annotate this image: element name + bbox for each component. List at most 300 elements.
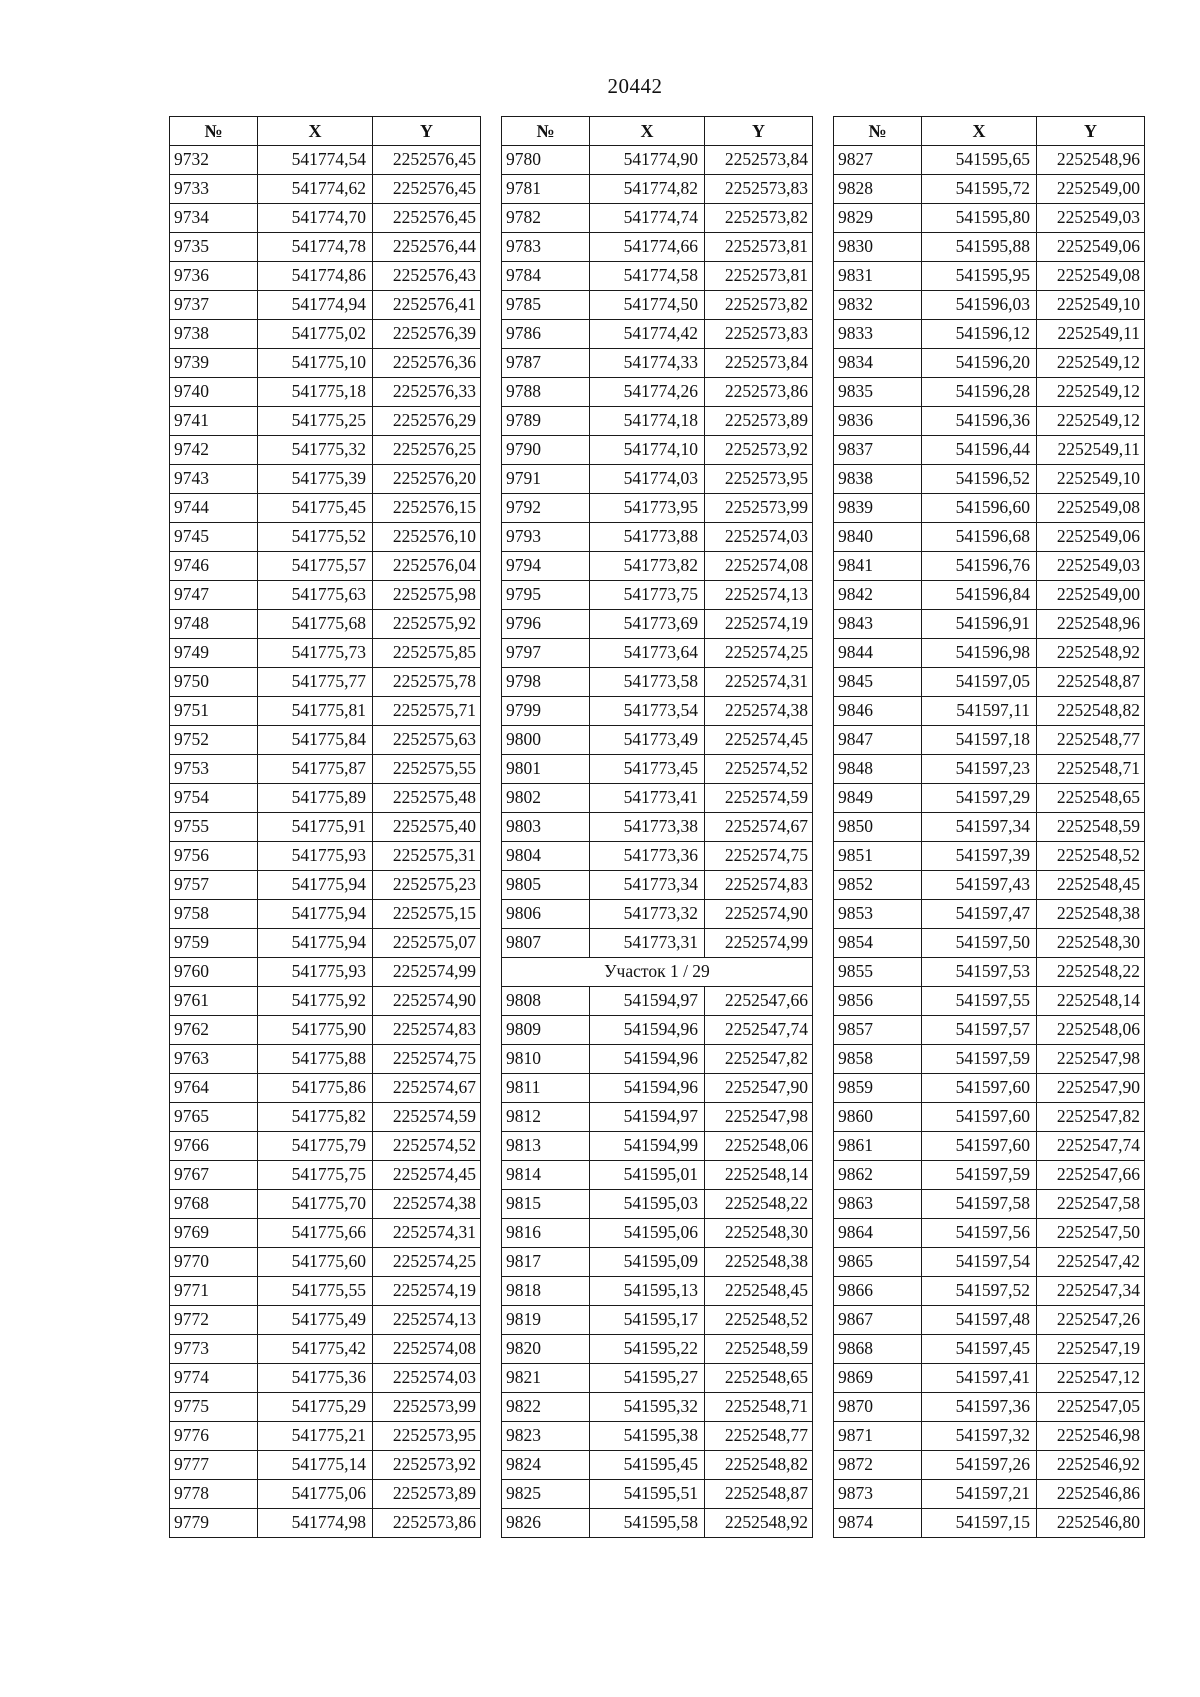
table-row bbox=[502, 1306, 813, 1335]
x-coordinate-cell: 541596,68 bbox=[922, 523, 1037, 552]
x-coordinate-cell: 541595,17 bbox=[590, 1306, 705, 1335]
table-row bbox=[834, 320, 1145, 349]
table-row bbox=[502, 1103, 813, 1132]
table-row bbox=[834, 929, 1145, 958]
x-coordinate-cell: 541773,45 bbox=[590, 755, 705, 784]
table-row bbox=[834, 842, 1145, 871]
x-coordinate-cell: 541595,72 bbox=[922, 175, 1037, 204]
y-coordinate-cell: 2252573,95 bbox=[705, 465, 813, 494]
y-coordinate-cell: 2252576,45 bbox=[373, 175, 481, 204]
y-coordinate-cell: 2252549,06 bbox=[1037, 233, 1145, 262]
y-coordinate-cell: 2252548,92 bbox=[1037, 639, 1145, 668]
y-coordinate-cell: 2252576,45 bbox=[373, 146, 481, 175]
x-coordinate-cell: 541595,32 bbox=[590, 1393, 705, 1422]
point-number-cell: 9794 bbox=[502, 552, 590, 581]
x-coordinate-cell: 541775,89 bbox=[258, 784, 373, 813]
x-coordinate-cell: 541595,45 bbox=[590, 1451, 705, 1480]
point-number-cell: 9758 bbox=[170, 900, 258, 929]
point-number-cell: 9745 bbox=[170, 523, 258, 552]
table-row bbox=[502, 1074, 813, 1103]
point-number-cell: 9770 bbox=[170, 1248, 258, 1277]
x-coordinate-cell: 541774,78 bbox=[258, 233, 373, 262]
point-number-cell: 9742 bbox=[170, 436, 258, 465]
table-row bbox=[502, 697, 813, 726]
table-row bbox=[170, 1277, 481, 1306]
point-number-cell: 9774 bbox=[170, 1364, 258, 1393]
table-row bbox=[834, 958, 1145, 987]
column-header-number: № bbox=[170, 117, 258, 146]
x-coordinate-cell: 541597,18 bbox=[922, 726, 1037, 755]
y-coordinate-cell: 2252575,92 bbox=[373, 610, 481, 639]
table-row bbox=[834, 1016, 1145, 1045]
y-coordinate-cell: 2252573,82 bbox=[705, 291, 813, 320]
table-row bbox=[170, 291, 481, 320]
table-row bbox=[170, 175, 481, 204]
x-coordinate-cell: 541595,95 bbox=[922, 262, 1037, 291]
x-coordinate-cell: 541773,69 bbox=[590, 610, 705, 639]
coordinates-table-3 bbox=[833, 116, 1145, 1538]
y-coordinate-cell: 2252575,07 bbox=[373, 929, 481, 958]
x-coordinate-cell: 541775,84 bbox=[258, 726, 373, 755]
column-header-y: Y bbox=[1037, 117, 1145, 146]
table-row bbox=[834, 639, 1145, 668]
y-coordinate-cell: 2252575,55 bbox=[373, 755, 481, 784]
x-coordinate-cell: 541595,22 bbox=[590, 1335, 705, 1364]
table-row bbox=[834, 262, 1145, 291]
x-coordinate-cell: 541596,20 bbox=[922, 349, 1037, 378]
y-coordinate-cell: 2252548,65 bbox=[1037, 784, 1145, 813]
x-coordinate-cell: 541775,32 bbox=[258, 436, 373, 465]
point-number-cell: 9797 bbox=[502, 639, 590, 668]
point-number-cell: 9790 bbox=[502, 436, 590, 465]
x-coordinate-cell: 541775,49 bbox=[258, 1306, 373, 1335]
point-number-cell: 9737 bbox=[170, 291, 258, 320]
y-coordinate-cell: 2252574,38 bbox=[373, 1190, 481, 1219]
x-coordinate-cell: 541597,55 bbox=[922, 987, 1037, 1016]
point-number-cell: 9848 bbox=[834, 755, 922, 784]
y-coordinate-cell: 2252574,90 bbox=[373, 987, 481, 1016]
x-coordinate-cell: 541775,79 bbox=[258, 1132, 373, 1161]
point-number-cell: 9798 bbox=[502, 668, 590, 697]
table-row bbox=[502, 668, 813, 697]
table-row bbox=[834, 581, 1145, 610]
point-number-cell: 9821 bbox=[502, 1364, 590, 1393]
point-number-cell: 9845 bbox=[834, 668, 922, 697]
x-coordinate-cell: 541775,94 bbox=[258, 900, 373, 929]
x-coordinate-cell: 541597,05 bbox=[922, 668, 1037, 697]
point-number-cell: 9841 bbox=[834, 552, 922, 581]
y-coordinate-cell: 2252573,92 bbox=[705, 436, 813, 465]
point-number-cell: 9813 bbox=[502, 1132, 590, 1161]
x-coordinate-cell: 541773,64 bbox=[590, 639, 705, 668]
y-coordinate-cell: 2252576,33 bbox=[373, 378, 481, 407]
table-row bbox=[834, 610, 1145, 639]
x-coordinate-cell: 541775,39 bbox=[258, 465, 373, 494]
table-row bbox=[502, 465, 813, 494]
point-number-cell: 9822 bbox=[502, 1393, 590, 1422]
x-coordinate-cell: 541773,32 bbox=[590, 900, 705, 929]
table-row bbox=[502, 929, 813, 958]
point-number-cell: 9834 bbox=[834, 349, 922, 378]
x-coordinate-cell: 541774,42 bbox=[590, 320, 705, 349]
y-coordinate-cell: 2252574,90 bbox=[705, 900, 813, 929]
y-coordinate-cell: 2252546,86 bbox=[1037, 1480, 1145, 1509]
table-row bbox=[834, 378, 1145, 407]
y-coordinate-cell: 2252548,52 bbox=[705, 1306, 813, 1335]
table-row bbox=[170, 1074, 481, 1103]
point-number-cell: 9802 bbox=[502, 784, 590, 813]
x-coordinate-cell: 541595,58 bbox=[590, 1509, 705, 1538]
table-row bbox=[170, 668, 481, 697]
table-row bbox=[834, 1393, 1145, 1422]
table-row bbox=[502, 813, 813, 842]
y-coordinate-cell: 2252547,05 bbox=[1037, 1393, 1145, 1422]
x-coordinate-cell: 541597,47 bbox=[922, 900, 1037, 929]
point-number-cell: 9828 bbox=[834, 175, 922, 204]
y-coordinate-cell: 2252548,71 bbox=[1037, 755, 1145, 784]
x-coordinate-cell: 541774,10 bbox=[590, 436, 705, 465]
y-coordinate-cell: 2252549,12 bbox=[1037, 407, 1145, 436]
y-coordinate-cell: 2252573,86 bbox=[373, 1509, 481, 1538]
y-coordinate-cell: 2252548,30 bbox=[705, 1219, 813, 1248]
y-coordinate-cell: 2252573,82 bbox=[705, 204, 813, 233]
point-number-cell: 9836 bbox=[834, 407, 922, 436]
y-coordinate-cell: 2252547,90 bbox=[1037, 1074, 1145, 1103]
point-number-cell: 9733 bbox=[170, 175, 258, 204]
y-coordinate-cell: 2252548,77 bbox=[705, 1422, 813, 1451]
x-coordinate-cell: 541597,43 bbox=[922, 871, 1037, 900]
point-number-cell: 9867 bbox=[834, 1306, 922, 1335]
point-number-cell: 9784 bbox=[502, 262, 590, 291]
y-coordinate-cell: 2252547,34 bbox=[1037, 1277, 1145, 1306]
table-row bbox=[834, 987, 1145, 1016]
point-number-cell: 9780 bbox=[502, 146, 590, 175]
point-number-cell: 9753 bbox=[170, 755, 258, 784]
x-coordinate-cell: 541775,73 bbox=[258, 639, 373, 668]
y-coordinate-cell: 2252548,22 bbox=[705, 1190, 813, 1219]
y-coordinate-cell: 2252549,03 bbox=[1037, 204, 1145, 233]
table-row bbox=[502, 378, 813, 407]
point-number-cell: 9741 bbox=[170, 407, 258, 436]
x-coordinate-cell: 541774,33 bbox=[590, 349, 705, 378]
point-number-cell: 9732 bbox=[170, 146, 258, 175]
point-number-cell: 9860 bbox=[834, 1103, 922, 1132]
table-row bbox=[170, 320, 481, 349]
x-coordinate-cell: 541774,66 bbox=[590, 233, 705, 262]
point-number-cell: 9765 bbox=[170, 1103, 258, 1132]
x-coordinate-cell: 541597,48 bbox=[922, 1306, 1037, 1335]
point-number-cell: 9776 bbox=[170, 1422, 258, 1451]
y-coordinate-cell: 2252549,08 bbox=[1037, 494, 1145, 523]
point-number-cell: 9800 bbox=[502, 726, 590, 755]
point-number-cell: 9760 bbox=[170, 958, 258, 987]
x-coordinate-cell: 541596,98 bbox=[922, 639, 1037, 668]
table-row bbox=[502, 1335, 813, 1364]
point-number-cell: 9864 bbox=[834, 1219, 922, 1248]
table-row bbox=[502, 175, 813, 204]
table-row bbox=[834, 1132, 1145, 1161]
x-coordinate-cell: 541595,03 bbox=[590, 1190, 705, 1219]
point-number-cell: 9761 bbox=[170, 987, 258, 1016]
column-header-y: Y bbox=[373, 117, 481, 146]
table-row bbox=[834, 1422, 1145, 1451]
table-row bbox=[834, 755, 1145, 784]
point-number-cell: 9831 bbox=[834, 262, 922, 291]
table-row bbox=[502, 233, 813, 262]
x-coordinate-cell: 541774,50 bbox=[590, 291, 705, 320]
table-row bbox=[502, 726, 813, 755]
y-coordinate-cell: 2252575,15 bbox=[373, 900, 481, 929]
x-coordinate-cell: 541773,36 bbox=[590, 842, 705, 871]
y-coordinate-cell: 2252548,92 bbox=[705, 1509, 813, 1538]
point-number-cell: 9870 bbox=[834, 1393, 922, 1422]
table-row bbox=[502, 842, 813, 871]
table-row bbox=[834, 1509, 1145, 1538]
table-row bbox=[502, 291, 813, 320]
column-header-number: № bbox=[502, 117, 590, 146]
x-coordinate-cell: 541596,44 bbox=[922, 436, 1037, 465]
table-row bbox=[502, 610, 813, 639]
table-row bbox=[834, 1219, 1145, 1248]
table-row bbox=[170, 581, 481, 610]
y-coordinate-cell: 2252574,38 bbox=[705, 697, 813, 726]
table-row bbox=[170, 378, 481, 407]
table-row bbox=[502, 320, 813, 349]
coordinates-table-2 bbox=[501, 116, 813, 1538]
x-coordinate-cell: 541775,93 bbox=[258, 842, 373, 871]
x-coordinate-cell: 541774,94 bbox=[258, 291, 373, 320]
y-coordinate-cell: 2252576,44 bbox=[373, 233, 481, 262]
x-coordinate-cell: 541597,59 bbox=[922, 1045, 1037, 1074]
point-number-cell: 9855 bbox=[834, 958, 922, 987]
y-coordinate-cell: 2252547,26 bbox=[1037, 1306, 1145, 1335]
point-number-cell: 9766 bbox=[170, 1132, 258, 1161]
x-coordinate-cell: 541597,60 bbox=[922, 1074, 1037, 1103]
point-number-cell: 9871 bbox=[834, 1422, 922, 1451]
table-row bbox=[170, 1509, 481, 1538]
table-row bbox=[170, 436, 481, 465]
y-coordinate-cell: 2252575,48 bbox=[373, 784, 481, 813]
point-number-cell: 9863 bbox=[834, 1190, 922, 1219]
point-number-cell: 9801 bbox=[502, 755, 590, 784]
y-coordinate-cell: 2252548,52 bbox=[1037, 842, 1145, 871]
x-coordinate-cell: 541774,26 bbox=[590, 378, 705, 407]
y-coordinate-cell: 2252546,80 bbox=[1037, 1509, 1145, 1538]
y-coordinate-cell: 2252573,92 bbox=[373, 1451, 481, 1480]
table-row bbox=[834, 1451, 1145, 1480]
y-coordinate-cell: 2252548,22 bbox=[1037, 958, 1145, 987]
x-coordinate-cell: 541774,62 bbox=[258, 175, 373, 204]
table-row bbox=[502, 1393, 813, 1422]
table-row bbox=[502, 755, 813, 784]
table-row bbox=[502, 146, 813, 175]
y-coordinate-cell: 2252574,83 bbox=[373, 1016, 481, 1045]
y-coordinate-cell: 2252573,95 bbox=[373, 1422, 481, 1451]
table-row bbox=[170, 842, 481, 871]
point-number-cell: 9795 bbox=[502, 581, 590, 610]
table-row bbox=[502, 1277, 813, 1306]
y-coordinate-cell: 2252576,04 bbox=[373, 552, 481, 581]
point-number-cell: 9847 bbox=[834, 726, 922, 755]
y-coordinate-cell: 2252548,14 bbox=[1037, 987, 1145, 1016]
point-number-cell: 9846 bbox=[834, 697, 922, 726]
table-row bbox=[170, 1480, 481, 1509]
x-coordinate-cell: 541775,91 bbox=[258, 813, 373, 842]
table-row bbox=[170, 204, 481, 233]
table-row bbox=[502, 1045, 813, 1074]
x-coordinate-cell: 541775,90 bbox=[258, 1016, 373, 1045]
x-coordinate-cell: 541594,96 bbox=[590, 1016, 705, 1045]
point-number-cell: 9852 bbox=[834, 871, 922, 900]
y-coordinate-cell: 2252575,98 bbox=[373, 581, 481, 610]
table-row bbox=[502, 987, 813, 1016]
x-coordinate-cell: 541774,74 bbox=[590, 204, 705, 233]
table-row bbox=[502, 1016, 813, 1045]
point-number-cell: 9750 bbox=[170, 668, 258, 697]
y-coordinate-cell: 2252574,19 bbox=[373, 1277, 481, 1306]
y-coordinate-cell: 2252574,08 bbox=[373, 1335, 481, 1364]
y-coordinate-cell: 2252548,38 bbox=[1037, 900, 1145, 929]
y-coordinate-cell: 2252574,19 bbox=[705, 610, 813, 639]
x-coordinate-cell: 541595,27 bbox=[590, 1364, 705, 1393]
y-coordinate-cell: 2252576,45 bbox=[373, 204, 481, 233]
point-number-cell: 9829 bbox=[834, 204, 922, 233]
x-coordinate-cell: 541773,34 bbox=[590, 871, 705, 900]
x-coordinate-cell: 541596,12 bbox=[922, 320, 1037, 349]
x-coordinate-cell: 541597,53 bbox=[922, 958, 1037, 987]
point-number-cell: 9833 bbox=[834, 320, 922, 349]
y-coordinate-cell: 2252549,10 bbox=[1037, 465, 1145, 494]
y-coordinate-cell: 2252574,13 bbox=[373, 1306, 481, 1335]
column-header-x: X bbox=[922, 117, 1037, 146]
y-coordinate-cell: 2252546,98 bbox=[1037, 1422, 1145, 1451]
x-coordinate-cell: 541775,42 bbox=[258, 1335, 373, 1364]
y-coordinate-cell: 2252574,67 bbox=[705, 813, 813, 842]
y-coordinate-cell: 2252548,96 bbox=[1037, 146, 1145, 175]
x-coordinate-cell: 541597,11 bbox=[922, 697, 1037, 726]
y-coordinate-cell: 2252548,87 bbox=[1037, 668, 1145, 697]
point-number-cell: 9799 bbox=[502, 697, 590, 726]
x-coordinate-cell: 541775,86 bbox=[258, 1074, 373, 1103]
point-number-cell: 9873 bbox=[834, 1480, 922, 1509]
table-row bbox=[834, 552, 1145, 581]
x-coordinate-cell: 541775,68 bbox=[258, 610, 373, 639]
x-coordinate-cell: 541597,58 bbox=[922, 1190, 1037, 1219]
table-row bbox=[502, 1248, 813, 1277]
x-coordinate-cell: 541773,31 bbox=[590, 929, 705, 958]
y-coordinate-cell: 2252574,99 bbox=[373, 958, 481, 987]
x-coordinate-cell: 541773,88 bbox=[590, 523, 705, 552]
x-coordinate-cell: 541596,76 bbox=[922, 552, 1037, 581]
table-row bbox=[170, 1161, 481, 1190]
point-number-cell: 9757 bbox=[170, 871, 258, 900]
table-row bbox=[502, 1190, 813, 1219]
table-row bbox=[502, 552, 813, 581]
column-header-number: № bbox=[834, 117, 922, 146]
point-number-cell: 9739 bbox=[170, 349, 258, 378]
point-number-cell: 9830 bbox=[834, 233, 922, 262]
table-row bbox=[170, 349, 481, 378]
point-number-cell: 9789 bbox=[502, 407, 590, 436]
table-row bbox=[834, 1045, 1145, 1074]
y-coordinate-cell: 2252574,25 bbox=[373, 1248, 481, 1277]
table-row bbox=[502, 871, 813, 900]
x-coordinate-cell: 541774,90 bbox=[590, 146, 705, 175]
table-row bbox=[170, 1103, 481, 1132]
table-row bbox=[834, 1277, 1145, 1306]
table-row bbox=[502, 1219, 813, 1248]
point-number-cell: 9785 bbox=[502, 291, 590, 320]
y-coordinate-cell: 2252548,65 bbox=[705, 1364, 813, 1393]
x-coordinate-cell: 541775,36 bbox=[258, 1364, 373, 1393]
point-number-cell: 9788 bbox=[502, 378, 590, 407]
y-coordinate-cell: 2252576,25 bbox=[373, 436, 481, 465]
x-coordinate-cell: 541596,91 bbox=[922, 610, 1037, 639]
y-coordinate-cell: 2252576,29 bbox=[373, 407, 481, 436]
table-row bbox=[834, 1335, 1145, 1364]
point-number-cell: 9849 bbox=[834, 784, 922, 813]
x-coordinate-cell: 541597,57 bbox=[922, 1016, 1037, 1045]
table-row bbox=[502, 1161, 813, 1190]
table-row bbox=[834, 784, 1145, 813]
point-number-cell: 9740 bbox=[170, 378, 258, 407]
y-coordinate-cell: 2252573,83 bbox=[705, 320, 813, 349]
table-row bbox=[502, 784, 813, 813]
x-coordinate-cell: 541594,99 bbox=[590, 1132, 705, 1161]
y-coordinate-cell: 2252548,82 bbox=[1037, 697, 1145, 726]
y-coordinate-cell: 2252549,00 bbox=[1037, 175, 1145, 204]
y-coordinate-cell: 2252575,71 bbox=[373, 697, 481, 726]
point-number-cell: 9787 bbox=[502, 349, 590, 378]
table-row bbox=[502, 1364, 813, 1393]
point-number-cell: 9869 bbox=[834, 1364, 922, 1393]
table-row bbox=[502, 900, 813, 929]
y-coordinate-cell: 2252547,82 bbox=[705, 1045, 813, 1074]
table-row bbox=[170, 146, 481, 175]
x-coordinate-cell: 541597,29 bbox=[922, 784, 1037, 813]
y-coordinate-cell: 2252575,85 bbox=[373, 639, 481, 668]
y-coordinate-cell: 2252576,10 bbox=[373, 523, 481, 552]
y-coordinate-cell: 2252548,59 bbox=[705, 1335, 813, 1364]
point-number-cell: 9769 bbox=[170, 1219, 258, 1248]
table-row bbox=[834, 436, 1145, 465]
table-row bbox=[170, 1132, 481, 1161]
x-coordinate-cell: 541596,28 bbox=[922, 378, 1037, 407]
x-coordinate-cell: 541775,92 bbox=[258, 987, 373, 1016]
x-coordinate-cell: 541775,60 bbox=[258, 1248, 373, 1277]
y-coordinate-cell: 2252574,59 bbox=[373, 1103, 481, 1132]
table-row bbox=[834, 1103, 1145, 1132]
table-row bbox=[502, 523, 813, 552]
table-row bbox=[834, 349, 1145, 378]
x-coordinate-cell: 541775,88 bbox=[258, 1045, 373, 1074]
x-coordinate-cell: 541595,06 bbox=[590, 1219, 705, 1248]
x-coordinate-cell: 541595,51 bbox=[590, 1480, 705, 1509]
y-coordinate-cell: 2252575,78 bbox=[373, 668, 481, 697]
table-row bbox=[170, 697, 481, 726]
point-number-cell: 9842 bbox=[834, 581, 922, 610]
point-number-cell: 9837 bbox=[834, 436, 922, 465]
y-coordinate-cell: 2252573,81 bbox=[705, 233, 813, 262]
point-number-cell: 9786 bbox=[502, 320, 590, 349]
y-coordinate-cell: 2252547,74 bbox=[705, 1016, 813, 1045]
point-number-cell: 9840 bbox=[834, 523, 922, 552]
table-row bbox=[834, 291, 1145, 320]
x-coordinate-cell: 541774,18 bbox=[590, 407, 705, 436]
point-number-cell: 9796 bbox=[502, 610, 590, 639]
y-coordinate-cell: 2252576,15 bbox=[373, 494, 481, 523]
point-number-cell: 9872 bbox=[834, 1451, 922, 1480]
